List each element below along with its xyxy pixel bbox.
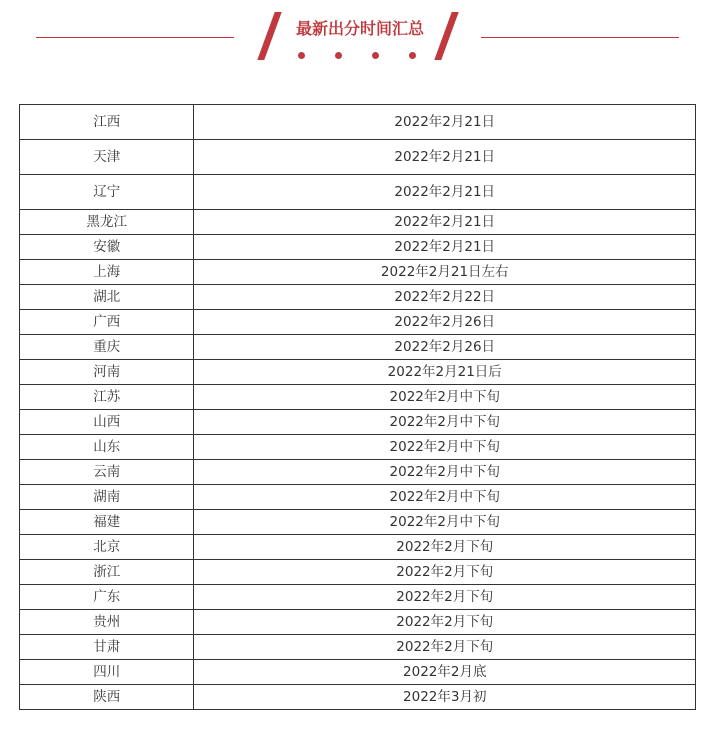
score-release-table (19, 104, 696, 710)
date-cell: 2022年2月下旬 (194, 535, 696, 560)
date-cell: 2022年2月中下旬 (194, 410, 696, 435)
table-row (20, 585, 696, 610)
table-row (20, 210, 696, 235)
region-cell: 四川 (20, 660, 194, 685)
date-cell: 2022年2月22日 (194, 285, 696, 310)
region-cell: 甘肃 (20, 635, 194, 660)
dot-icon (335, 52, 342, 59)
table-row (20, 175, 696, 210)
table-row (20, 485, 696, 510)
table-row (20, 660, 696, 685)
date-cell: 2022年2月中下旬 (194, 460, 696, 485)
date-cell: 2022年2月26日 (194, 310, 696, 335)
region-cell: 江苏 (20, 385, 194, 410)
region-cell: 重庆 (20, 335, 194, 360)
section-header (0, 0, 728, 70)
region-cell: 湖北 (20, 285, 194, 310)
region-cell: 广东 (20, 585, 194, 610)
table-row (20, 685, 696, 710)
region-cell: 天津 (20, 140, 194, 175)
date-cell: 2022年2月中下旬 (194, 385, 696, 410)
header-divider-left (36, 37, 234, 38)
table-row (20, 560, 696, 585)
date-cell: 2022年2月21日 (194, 175, 696, 210)
table-row (20, 610, 696, 635)
region-cell: 云南 (20, 460, 194, 485)
table-row (20, 435, 696, 460)
date-cell: 2022年2月底 (194, 660, 696, 685)
region-cell: 安徽 (20, 235, 194, 260)
region-cell: 贵州 (20, 610, 194, 635)
region-cell: 辽宁 (20, 175, 194, 210)
date-cell: 2022年2月下旬 (194, 635, 696, 660)
date-cell: 2022年2月21日 (194, 210, 696, 235)
region-cell: 山西 (20, 410, 194, 435)
table-row (20, 140, 696, 175)
date-cell: 2022年2月21日 (194, 140, 696, 175)
date-cell: 2022年2月中下旬 (194, 510, 696, 535)
date-cell: 2022年3月初 (194, 685, 696, 710)
table-row (20, 360, 696, 385)
table-row (20, 285, 696, 310)
date-cell: 2022年2月下旬 (194, 610, 696, 635)
region-cell: 上海 (20, 260, 194, 285)
region-cell: 广西 (20, 310, 194, 335)
region-cell: 河南 (20, 360, 194, 385)
header-dots (296, 52, 426, 60)
region-cell: 陕西 (20, 685, 194, 710)
table-row (20, 535, 696, 560)
date-cell: 2022年2月21日后 (194, 360, 696, 385)
dot-icon (409, 52, 416, 59)
table-row (20, 105, 696, 140)
region-cell: 黑龙江 (20, 210, 194, 235)
date-cell: 2022年2月下旬 (194, 585, 696, 610)
date-cell: 2022年2月21日左右 (194, 260, 696, 285)
date-cell: 2022年2月21日 (194, 235, 696, 260)
table-row (20, 410, 696, 435)
region-cell: 湖南 (20, 485, 194, 510)
table-row (20, 385, 696, 410)
region-cell: 福建 (20, 510, 194, 535)
region-cell: 北京 (20, 535, 194, 560)
dot-icon (372, 52, 379, 59)
table-row (20, 235, 696, 260)
table-row (20, 335, 696, 360)
date-cell: 2022年2月下旬 (194, 560, 696, 585)
region-cell: 江西 (20, 105, 194, 140)
header-divider-right (481, 37, 679, 38)
table-row (20, 635, 696, 660)
dot-icon (298, 52, 305, 59)
table-row (20, 260, 696, 285)
date-cell: 2022年2月中下旬 (194, 435, 696, 460)
table-row (20, 310, 696, 335)
table-row (20, 510, 696, 535)
date-cell: 2022年2月中下旬 (194, 485, 696, 510)
date-cell: 2022年2月21日 (194, 105, 696, 140)
table-row (20, 460, 696, 485)
region-cell: 山东 (20, 435, 194, 460)
region-cell: 浙江 (20, 560, 194, 585)
date-cell: 2022年2月26日 (194, 335, 696, 360)
section-title: 最新出分时间汇总 (295, 19, 424, 38)
